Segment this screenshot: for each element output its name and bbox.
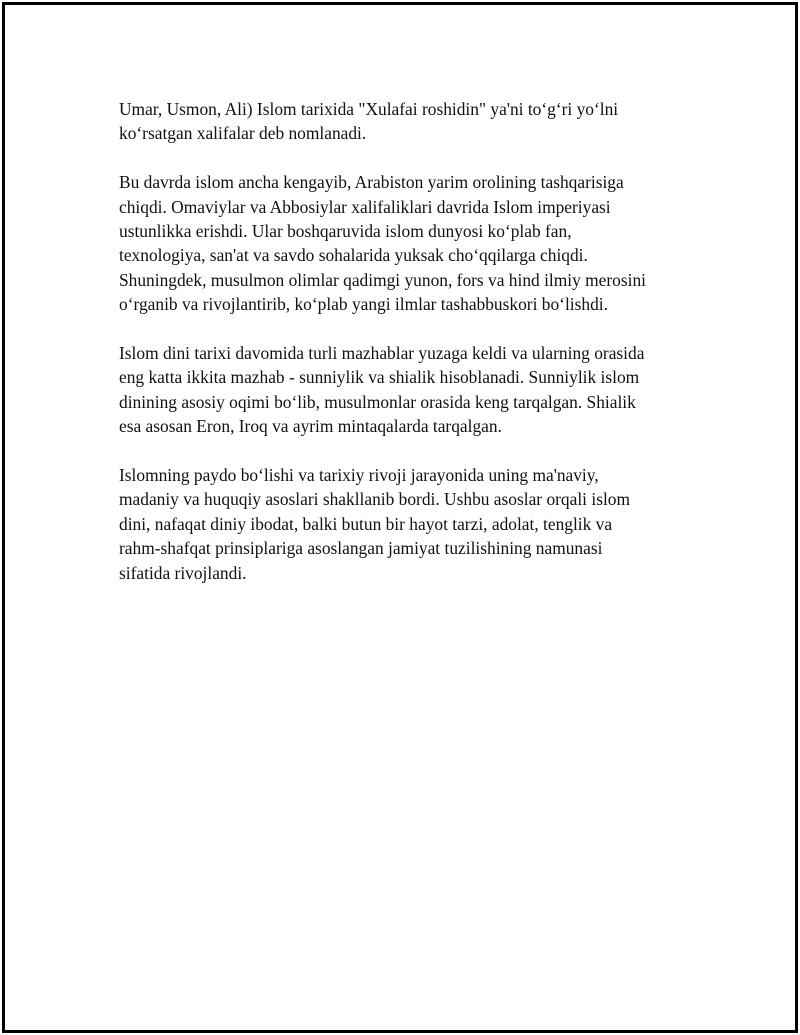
document-body [119,97,689,609]
paragraph-1: Umar, Usmon, Ali) Islom tarixida "Xulafai roshidin" ya'ni to‘g‘ri yo‘lni ko‘rsatgan xalifalar deb nomlanadi. [119,99,619,144]
paragraph-3: Islom dini tarixi davomida turli mazhablar yuzaga keldi va ularning orasida eng katta ikkita mazhab - sunniylik va shialik hisoblanadi. Sunniylik islom dinining asosiy oqimi bo‘lib, musulmonlar orasida keng tarqalgan. Shialik esa asosan Eron, Iroq va ayrim mintaqalarda tarqalgan. [119,343,645,437]
page-frame [2,2,798,1033]
paragraph-4: Islomning paydo bo‘lishi va tarixiy rivoji jarayonida uning ma'naviy, madaniy va huquqiy asoslari shakllanib bordi. Ushbu asoslar orqali islom dini, nafaqat diniy ibodat, balki butun bir hayot tarzi, adolat, tenglik va rahm-shafqat prinsiplariga asoslangan jamiyat tuzilishining namunasi sifatida rivojlandi. [119,465,631,583]
paragraph-2: Bu davrda islom ancha kengayib, Arabiston yarim orolining tashqarisiga chiqdi. Omaviylar va Abbosiylar xalifaliklari davrida Islom imperiyasi ustunlikka erishdi. Ular boshqaruvida islom dunyosi ko‘plab fan, texnologiya, san'at va savdo sohalarida yuksak cho‘qqilarga chiqdi. Shuningdek, musulmon olimlar qadimgi yunon, fors va hind ilmiy merosini o‘rganib va rivojlantirib, ko‘plab yangi ilmlar tashabbuskori bo‘lishdi. [119,172,647,315]
